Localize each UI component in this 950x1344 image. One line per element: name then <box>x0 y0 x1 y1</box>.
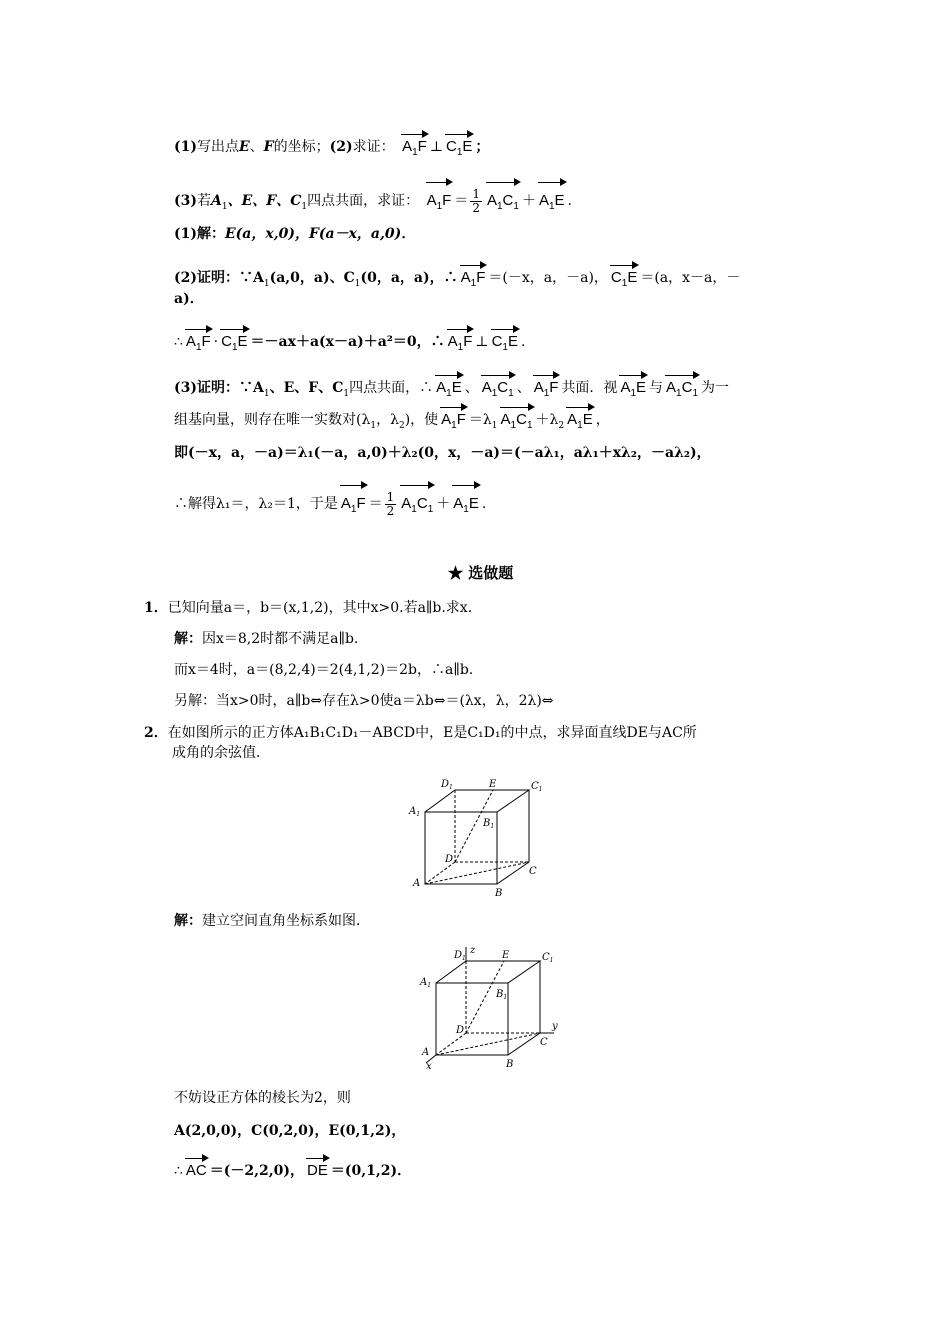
text: 为一 <box>701 380 730 396</box>
text: )，使 <box>404 412 439 428</box>
dot: · <box>213 334 219 350</box>
solution-3-line4 <box>174 488 486 526</box>
label-a1: $A_1$ <box>409 806 421 818</box>
sub: 1 <box>263 278 270 289</box>
solution-3-line3 <box>174 443 711 463</box>
vector-a1c1: $A_1C_1$ <box>499 410 535 436</box>
label-b1: $B_1$ <box>496 989 508 1001</box>
text: 不妨设正方体的棱长为2，则 <box>174 1090 351 1106</box>
label-c: C <box>529 866 537 877</box>
numerator: 1 <box>386 489 395 504</box>
text: (a,0，a)、C <box>269 270 355 286</box>
punct: . <box>481 496 487 512</box>
vector-ac: AC <box>185 1162 207 1179</box>
question-text: 已知向量a＝，b＝(x,1,2)，其中x>0.若a∥b.求x. <box>167 600 473 616</box>
vec-sub: 1 <box>412 147 418 158</box>
text: ＝－ax＋a(x－a)＋a²＝0，∴ <box>250 334 445 350</box>
solution-label: (2)证明： <box>174 270 239 286</box>
text: ∵A <box>239 380 264 396</box>
label-d1: $D_1$ <box>441 779 453 791</box>
vec-letter: C <box>446 138 457 155</box>
vec-letter: E <box>462 138 473 155</box>
q2-sol-line5 <box>174 1161 411 1181</box>
question-number: 2． <box>144 725 168 741</box>
sub: 1 <box>370 420 377 431</box>
solution-label: (1)解： <box>174 226 225 242</box>
section-title <box>448 563 513 583</box>
q1-sol-1 <box>174 629 358 649</box>
sub: 2 <box>398 420 405 431</box>
text: (0，a，a)，∴ <box>360 270 458 286</box>
sep: 、 <box>464 380 479 396</box>
vec-sub: 1 <box>456 147 463 158</box>
vector-a1f <box>400 137 429 163</box>
vector-a1f: $A_1F$ <box>532 378 561 404</box>
text: 四点共面，∴ <box>349 380 434 396</box>
label-c: C <box>540 1037 548 1048</box>
sub: 1 <box>354 278 361 289</box>
vector-c1e: $C_1E$ <box>609 268 639 294</box>
therefore: ∴ <box>174 334 183 350</box>
vector-a1c1: $A_1C_1$ <box>399 488 435 526</box>
label-z: z <box>470 945 476 956</box>
text: ＋λ <box>535 412 559 428</box>
star-icon: ★ <box>448 564 464 582</box>
vector-a1c1: $A_1C_1$ <box>485 185 521 223</box>
perp-symbol: ⊥ <box>429 139 443 155</box>
cube-figure-2 <box>418 943 568 1073</box>
text: ＝(a，x－a，－ <box>640 270 741 286</box>
therefore: ∴ <box>174 1163 183 1179</box>
separator: 、 <box>249 139 264 155</box>
hidden-edges <box>436 961 540 1055</box>
text: 因x＝8,2时都不满足a∥b. <box>202 631 359 647</box>
text: 共面．视 <box>561 380 618 396</box>
vec-letter: A <box>402 138 413 155</box>
q1-stem <box>144 598 472 618</box>
numerator: 1 <box>472 186 480 201</box>
text: ＝λ <box>468 412 492 428</box>
punct: . <box>521 334 526 350</box>
question-number: 1． <box>144 600 168 616</box>
text: 若 <box>197 193 211 209</box>
solution-2-line1 <box>174 268 740 294</box>
vector-a1f: $A_1F$ <box>339 488 368 526</box>
text: ＝(－x，a，－a)， <box>488 270 608 286</box>
label-d1: $D_1$ <box>454 950 466 962</box>
plus: ＋ <box>436 496 451 512</box>
text: 建立空间直角坐标系如图． <box>202 913 370 929</box>
points: 、E、F、C <box>227 193 302 209</box>
label-e: E <box>489 779 497 790</box>
vector-a1e: $A_1E$ <box>434 378 464 404</box>
point-e: E <box>239 139 250 155</box>
solution-3-line1 <box>174 378 729 404</box>
denominator: 2 <box>472 200 480 215</box>
question-part-3 <box>174 185 572 223</box>
text: 的坐标； <box>273 139 330 155</box>
text: A(2,0,0)，C(0,2,0)，E(0,1,2)， <box>174 1123 406 1139</box>
fraction-half <box>470 188 482 215</box>
equals: ＝ <box>454 193 469 209</box>
label-b: B <box>506 1059 514 1070</box>
question-part-1-2 <box>174 137 489 163</box>
label-c1: $C_1$ <box>531 781 543 793</box>
vector-a1c1: $A_1C_1$ <box>480 378 516 404</box>
text: ＝(0,1,2)． <box>330 1163 412 1179</box>
fraction-half <box>385 491 397 518</box>
question-text: 成角的余弦值． <box>172 745 270 761</box>
vector-a1e: $A_1E$ <box>451 488 481 526</box>
label-x: x <box>426 1061 432 1072</box>
point-f: F <box>263 139 274 155</box>
label-e: E <box>502 950 510 961</box>
plus: ＋ <box>521 193 536 209</box>
q2-sol-line3 <box>174 1088 351 1108</box>
punct: ； <box>475 139 490 155</box>
hidden-edges <box>425 790 529 884</box>
vector-c1e <box>444 137 474 163</box>
vector-de: DE <box>307 1162 328 1179</box>
solution-text: E(a，x,0)，F(a－x，a,0)． <box>225 226 416 242</box>
cube-top-face <box>436 961 540 983</box>
vector-a1f: $A_1F$ <box>184 332 213 358</box>
cube-right-edges <box>497 790 529 884</box>
point: A <box>211 193 222 209</box>
q2-sol-intro <box>174 911 370 931</box>
vector-a1c1: $A_1C_1$ <box>664 378 700 404</box>
sub: 2 <box>558 420 565 431</box>
part-label: (3) <box>174 193 197 209</box>
part-label: (1) <box>174 139 197 155</box>
label-d: D <box>456 1025 465 1036</box>
sep: 、 <box>516 380 531 396</box>
cube-figure-1 <box>405 774 555 899</box>
question-text: 在如图所示的正方体A₁B₁C₁D₁－ABCD中，E是C₁D₁的中点，求异面直线DE与AC所 <box>167 725 697 741</box>
label-b1: $B_1$ <box>483 818 495 830</box>
cube-right-edges <box>508 961 540 1055</box>
label-y: y <box>552 1021 558 1032</box>
text: 求证： <box>352 139 395 155</box>
text: 另解：当x>0时，a∥b⇔存在λ>0使a＝λb⇔＝(λx，λ，2λ)⇔ <box>174 693 554 709</box>
vector-c1e: $C_1E$ <box>219 332 249 358</box>
text: ∵A <box>239 270 264 286</box>
text: 写出点 <box>197 139 239 155</box>
solution-2-line2 <box>174 289 204 309</box>
vector-a1f: $A_1F$ <box>446 332 475 358</box>
sub: 1 <box>221 201 228 212</box>
label-c1: $C_1$ <box>542 952 554 964</box>
solution-label: 解： <box>174 631 202 647</box>
text: a)． <box>174 291 204 307</box>
text: 即(－x，a，－a)＝λ₁(－a，a,0)＋λ₂(0，x，－a)＝(－aλ₁，aλ₁＋xλ₂，－aλ₂)， <box>174 445 711 461</box>
solution-label: (3)证明： <box>174 380 239 396</box>
sub: 1 <box>491 420 498 431</box>
perp: ⊥ <box>475 334 489 350</box>
solution-2-line3 <box>174 332 525 358</box>
punct: . <box>567 193 572 209</box>
text: 四点共面，求证： <box>307 193 420 209</box>
q2-stem-2 <box>172 743 270 763</box>
text: 而x＝4时，a＝(8,2,4)＝2(4,1,2)＝2b，∴a∥b. <box>174 662 474 678</box>
vector-a1f: $A_1F$ <box>459 268 488 294</box>
solution-1 <box>174 224 415 244</box>
equals: ＝ <box>368 496 383 512</box>
punct: ， <box>595 412 610 428</box>
text: 组基向量，则存在唯一实数对(λ <box>174 412 371 428</box>
text: ＝(－2,2,0)， <box>209 1163 304 1179</box>
solution-label: 解： <box>174 913 202 929</box>
part-label: (2) <box>329 139 353 155</box>
vector-a1e: $A_1E$ <box>537 185 567 223</box>
vector-a1e: $A_1E$ <box>565 410 595 436</box>
label-a: A <box>422 1047 430 1058</box>
solution-3-line2 <box>174 410 610 436</box>
vector-a1e: $A_1E$ <box>618 378 648 404</box>
cube-top-face <box>425 790 529 812</box>
text: ∴解得λ₁＝，λ₂＝1，于是 <box>174 496 338 512</box>
vector-c1e: $C_1E$ <box>490 332 520 358</box>
label-d: D <box>445 854 454 865</box>
q2-stem-1 <box>144 723 697 743</box>
q2-sol-line4 <box>174 1121 405 1141</box>
sub: 1 <box>301 201 308 212</box>
label-b: B <box>495 888 503 899</box>
label-a1: $A_1$ <box>420 977 432 989</box>
q1-sol-2 <box>174 660 473 680</box>
text: ，λ <box>376 412 399 428</box>
vector-a1f: $A_1F$ <box>425 185 454 223</box>
q1-sol-3 <box>174 691 554 711</box>
label-a: A <box>413 878 421 889</box>
text: 、E、F、C <box>269 380 344 396</box>
vector-a1f: $A_1F$ <box>439 410 468 436</box>
sub: 1 <box>343 388 350 399</box>
text: 与 <box>649 380 664 396</box>
vec-letter: F <box>417 138 427 155</box>
section-title-text: 选做题 <box>468 564 514 582</box>
denominator: 2 <box>386 503 395 518</box>
sub: 1 <box>263 388 270 399</box>
